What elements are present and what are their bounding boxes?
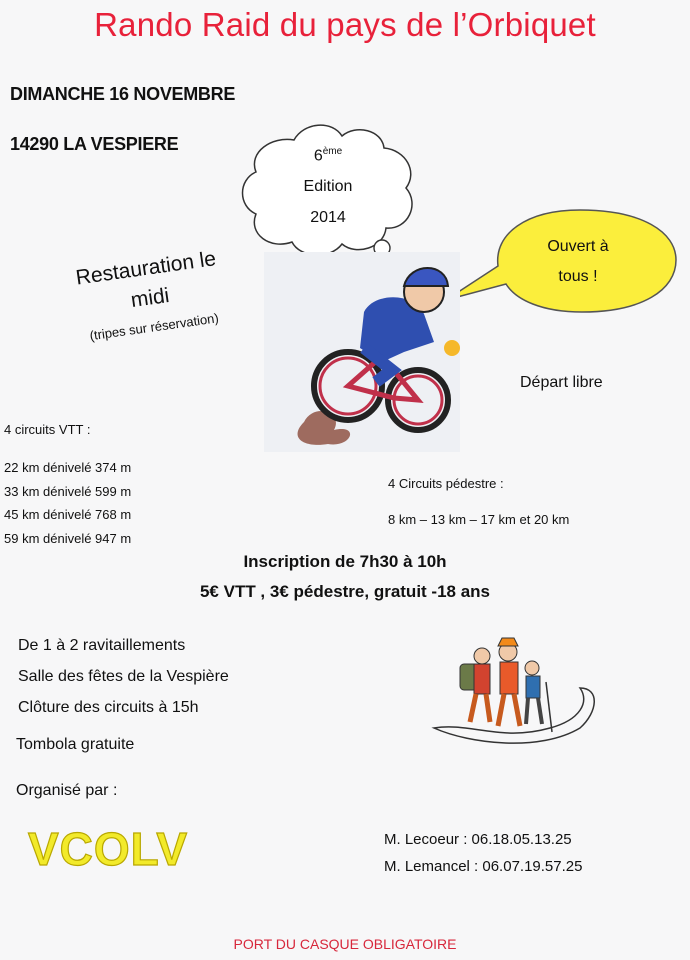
- restauration-block: [30, 238, 269, 350]
- list-item: Clôture des circuits à 15h: [18, 699, 199, 716]
- info-list: [18, 630, 229, 723]
- list-item: De 1 à 2 ravitaillements: [18, 637, 186, 654]
- edition-number: 6: [313, 147, 323, 165]
- list-item: 59 km dénivelé 947 m: [4, 530, 132, 546]
- vtt-list: [4, 456, 131, 550]
- contact-list: [384, 826, 582, 880]
- list-item: M. Lemancel : 06.07.19.57.25: [384, 858, 583, 875]
- event-place: 14290 LA VESPIERE: [10, 134, 179, 154]
- poster-title: Rando Raid du pays de l’Orbiquet: [94, 6, 596, 43]
- hikers-illustration: [430, 632, 600, 752]
- list-item: M. Lecoeur : 06.18.05.13.25: [384, 831, 572, 848]
- list-item: 45 km dénivelé 768 m: [4, 507, 132, 522]
- depart-libre: Départ libre: [520, 374, 603, 391]
- event-date: DIMANCHE 16 NOVEMBRE: [10, 84, 236, 104]
- restauration-line-1: Restauration le: [74, 247, 218, 290]
- bubble-line-2: tous !: [558, 268, 598, 285]
- edition-year: 2014: [310, 209, 346, 227]
- restauration-line-2: midi: [129, 283, 171, 313]
- edition-suffix: ème: [322, 146, 343, 157]
- vtt-heading: 4 circuits VTT :: [4, 422, 91, 437]
- helmet-notice: PORT DU CASQUE OBLIGATOIRE: [233, 936, 457, 952]
- pedestre-heading: 4 Circuits pédestre :: [388, 476, 504, 491]
- list-item: 22 km dénivelé 374 m: [4, 460, 132, 475]
- pedestre-distances: 8 km – 13 km – 17 km et 20 km: [388, 512, 570, 527]
- tombola-text: Tombola gratuite: [16, 736, 135, 753]
- bubble-text: [522, 232, 634, 292]
- restauration-note: (tripes sur réservation): [88, 310, 220, 344]
- edition-text: [268, 136, 388, 233]
- organise-label: Organisé par :: [16, 782, 118, 799]
- bubble-line-1: Ouvert à: [547, 238, 609, 255]
- edition-label: Edition: [303, 178, 353, 196]
- list-item: Salle des fêtes de la Vespière: [18, 668, 229, 685]
- cyclist-illustration: [264, 252, 460, 452]
- inscription-hours: Inscription de 7h30 à 10h: [243, 552, 447, 571]
- list-item: 33 km dénivelé 599 m: [4, 483, 132, 499]
- vcolv-logo: VCOLV: [28, 823, 189, 875]
- inscription-prices: 5€ VTT , 3€ pédestre, gratuit -18 ans: [199, 582, 491, 601]
